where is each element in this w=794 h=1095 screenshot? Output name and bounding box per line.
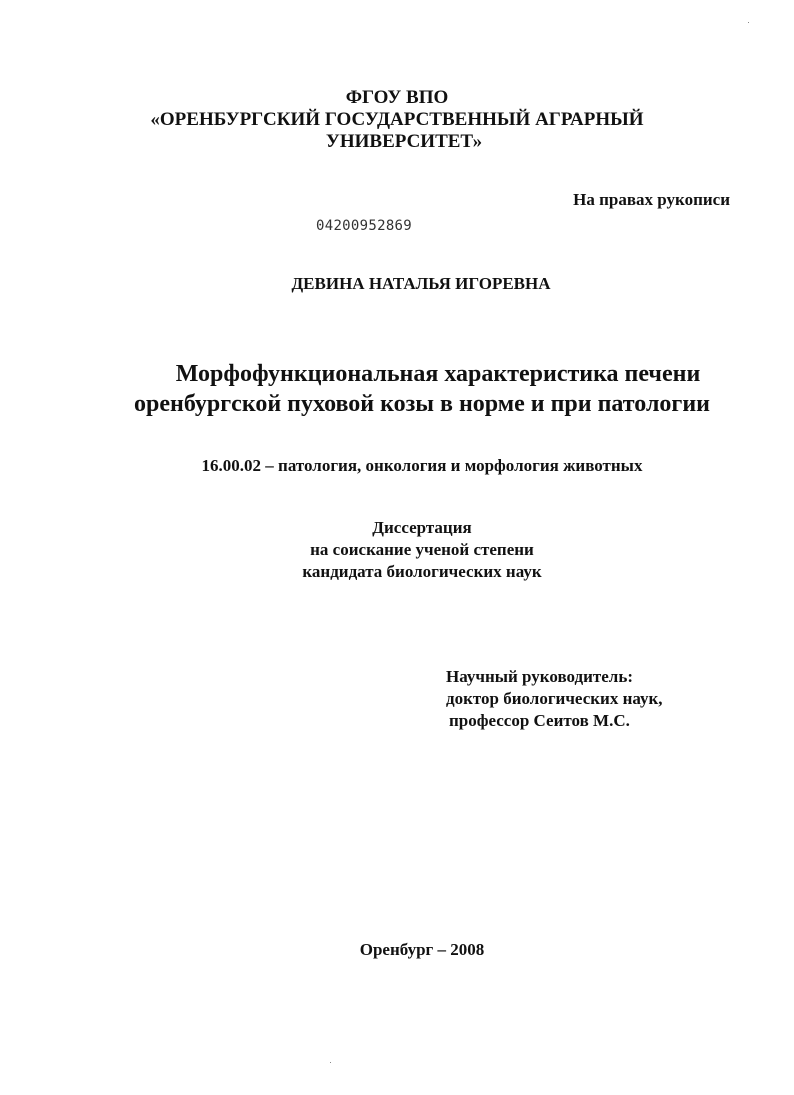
scan-speck: [748, 22, 749, 23]
institution-name-line2: УНИВЕРСИТЕТ»: [325, 131, 483, 152]
specialty-code: 16.00.02 – патология, онкология и морфология животных: [201, 456, 643, 475]
dissertation-title-line1: Морфофункциональная характеристика печени: [175, 361, 701, 387]
city-year: Оренбург – 2008: [359, 940, 485, 959]
degree-type: Диссертация: [372, 518, 472, 537]
institution-abbrev: ФГОУ ВПО: [345, 87, 449, 108]
manuscript-note: На правах рукописи: [573, 190, 730, 209]
supervisor-label: Научный руководитель:: [446, 667, 633, 686]
title-block: [0, 359, 794, 389]
supervisor-degree: доктор биологических наук,: [446, 689, 663, 708]
scan-speck: [330, 1062, 331, 1063]
title-block-2: [0, 389, 794, 419]
author-name: ДЕВИНА НАТАЛЬЯ ИГОРЕВНА: [291, 274, 551, 293]
dissertation-title-line2: оренбургской пуховой козы в норме и при патологии: [134, 391, 710, 417]
institution-name-line1: «ОРЕНБУРГСКИЙ ГОСУДАРСТВЕННЫЙ АГРАРНЫЙ: [150, 109, 644, 130]
degree-level: кандидата биологических наук: [302, 562, 542, 581]
registry-number: 04200952869: [316, 218, 413, 234]
supervisor-name: профессор Сеитов М.С.: [449, 711, 630, 730]
degree-purpose: на соискание ученой степени: [310, 540, 534, 559]
